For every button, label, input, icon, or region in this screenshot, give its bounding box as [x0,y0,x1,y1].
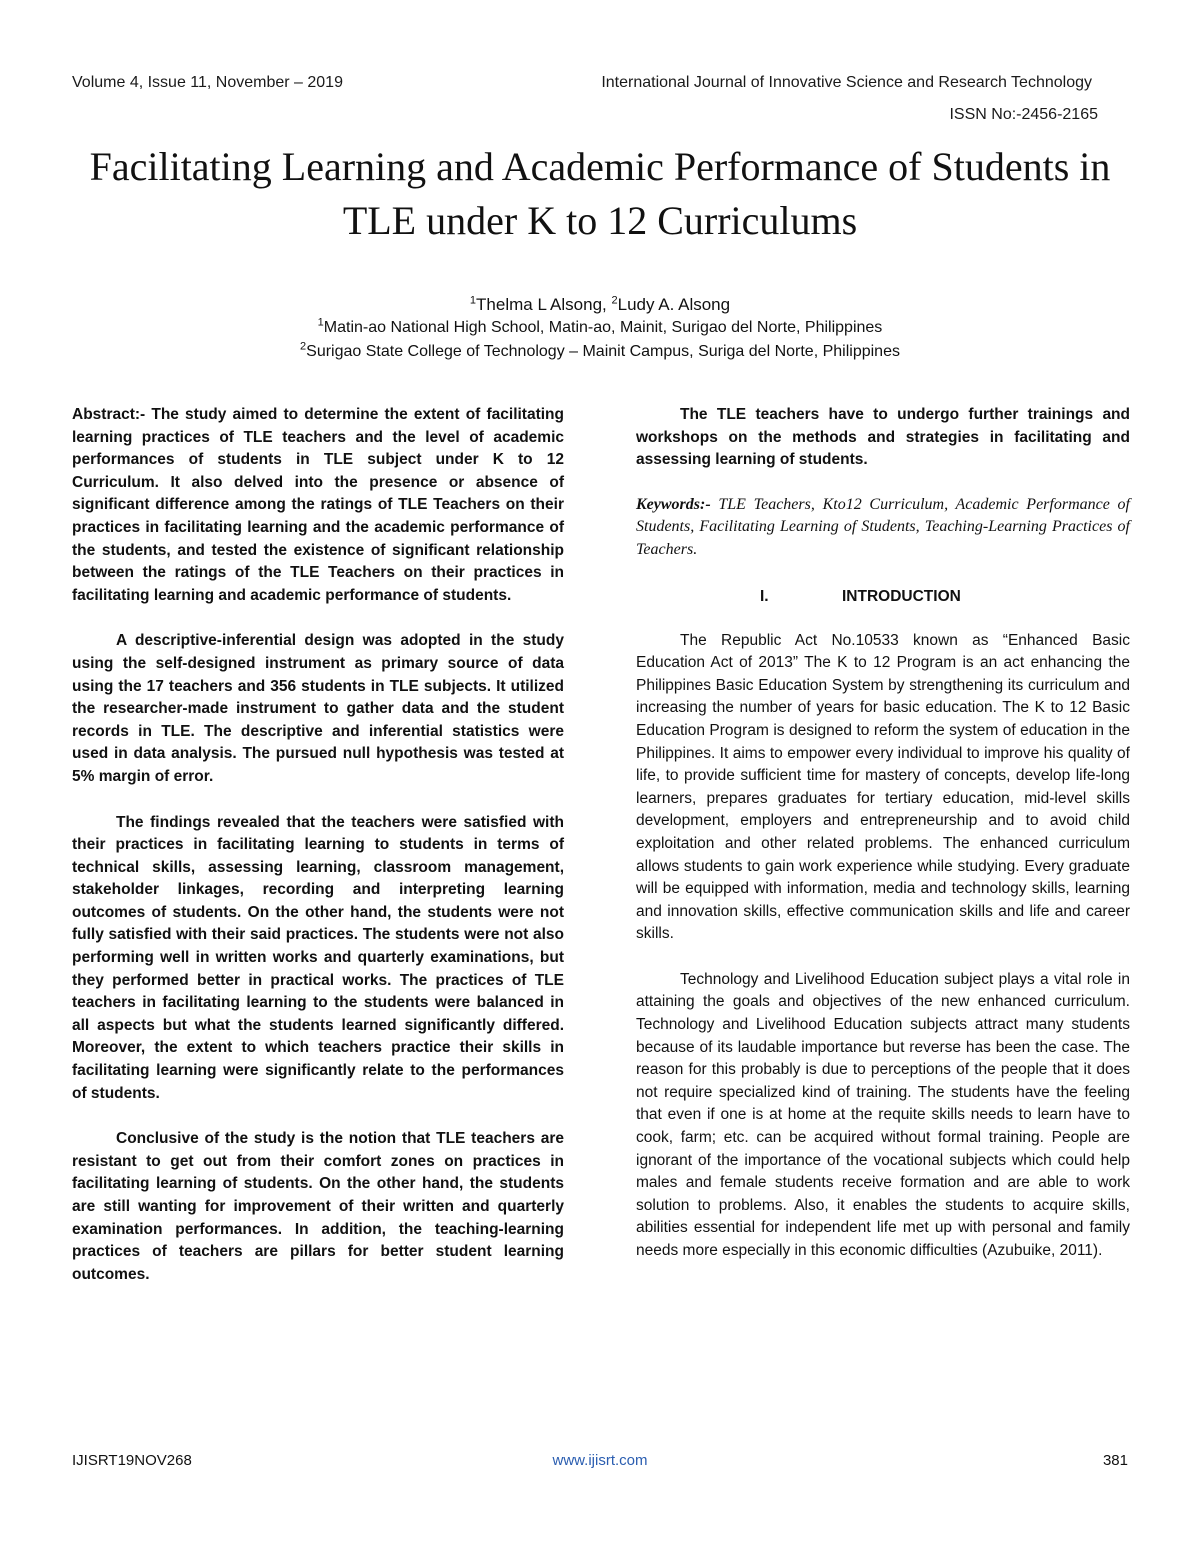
author2-sup: 2 [611,294,618,307]
keywords-text: TLE Teachers, Kto12 Curriculum, Academic Performance of Students, Facilitating Learning of Students, Teaching-Learning Practices of Teachers. [636,495,1130,558]
abstract-paragraph-5: The TLE teachers have to undergo further trainings and workshops on the methods and strategies in facilitating and assessing learning of students. [636,406,1130,469]
right-column [636,404,1130,1263]
intro-paragraph-2: Technology and Livelihood Education subject plays a vital role in attaining the goals and objectives of the new enhanced curriculum. Technology and Livelihood Education subjects attract many students because of its laudable importance but reverse has been the case. The reason for this probably is due to perceptions of the people that it does not require specialized kind of training. The students have the feeling that even if one is at home at the requite skills needs to learn have to cook, farm; etc. can be acquired without formal training. People are ignorant of the importance of the vocational subjects which could help males and female students receive formation and are able to work solution to problems. Also, it enables the students to acquire skills, abilities essential for independent life met up with personal and family needs more especially in this economic difficulties (Azubuike, 2011). [636,970,1130,1259]
left-column [72,404,564,1286]
affiliation-2 [0,340,1200,364]
affiliation-1-sup: 1 [317,316,324,329]
abstract-paragraph-2: A descriptive-inferential design was adopted in the study using the self-designed instrument as primary source of data using the 17 teachers and 356 students in TLE subjects. It utilized the researcher-made instrument to gather data and the student records in TLE. The descriptive and inferential statistics were used in data analysis. The pursued null hypothesis was tested at 5% margin of error. [72,632,564,785]
header-issn: ISSN No:-2456-2165 [949,106,1098,123]
affiliation-1 [0,316,1200,340]
footer-url-text[interactable]: www.ijisrt.com [552,1452,648,1469]
keywords-label: Keywords:- [636,495,711,513]
paper-title: Facilitating Learning and Academic Performance of Students in TLE under K to 12 Curriculums [89,144,1111,243]
author1-sup: 1 [469,294,477,307]
affiliation-2-text: Surigao State College of Technology – Mainit Campus, Suriga del Norte, Philippines [306,343,900,360]
section-number: I. [760,587,769,605]
affiliation-2-sup: 2 [300,340,307,353]
abstract-paragraph-3: The findings revealed that the teachers were satisfied with their practices in facilitating learning to students in terms of technical skills, assessing learning, classroom management, stakeholder linkages, recording and interpreting learning outcomes of students. On the other hand, the students were not fully satisfied with their said practices. The students were not also performing well in written works and quarterly examinations, but they performed better in practical works. The practices of TLE teachers in facilitating learning to the students were balanced in all aspects but what the students learned significantly differed. Moreover, the extent to which teachers practice their skills in facilitating learning were significantly relate to the performances of students. [72,813,564,1102]
keywords [636,494,1130,562]
intro-paragraph-1: The Republic Act No.10533 known as “Enhanced Basic Education Act of 2013” The K to 12 Program is an act enhancing the Philippines Basic Education System by strengthening its curriculum and increasing the number of years for basic education. The K to 12 Basic Education Program is designed to reform the system of education in the Philippines. It aims to empower every individual to improve his quality of life, to provide sufficient time for mastery of concepts, develop life-long learners, prepares graduates for tertiary education, mid-level skills development, employers and entrepreneurship and to avoid child exploitation and other related problems. The enhanced curriculum allows students to gain work experience while studying. Every graduate will be equipped with information, media and technology skills, learning and innovation skills, effective communication skills and life and career skills. [636,631,1130,943]
header-journal: International Journal of Innovative Science and Research Technology [601,74,1092,91]
author2-name: Ludy A. Alsong [617,295,731,314]
section-title: INTRODUCTION [842,587,961,605]
header-volume: Volume 4, Issue 11, November – 2019 [72,74,343,91]
abstract-paragraph-1: Abstract:- The study aimed to determine the extent of facilitating learning practices of TLE teachers and the level of academic performances of students in TLE subject under K to 12 Curriculum. It also delved into the presence or absence of significant difference among the ratings of TLE Teachers on their practices in facilitating learning and the academic performance of the students, and tested the existence of significant relationship between the ratings of the TLE Teachers on their practices in facilitating learning and academic performance of students. [72,406,564,604]
footer-website-link[interactable] [0,1452,1200,1469]
authors-line [0,292,1200,318]
footer-article-id: IJISRT19NOV268 [72,1452,192,1469]
author1-name: Thelma L Alsong, [476,295,612,314]
abstract-paragraph-4: Conclusive of the study is the notion that TLE teachers are resistant to get out from their comfort zones on practices in facilitating learning of students. On the other hand, the students are still wanting for improvement of their written and quarterly examination performances. In addition, the teaching-learning practices of teachers are pillars for better student learning outcomes. [72,1130,564,1283]
footer-page-number: 381 [1102,1452,1128,1469]
section-heading [636,588,1130,610]
affiliation-1-text: Matin-ao National High School, Matin-ao, Mainit, Surigao del Norte, Philippines [323,319,883,336]
